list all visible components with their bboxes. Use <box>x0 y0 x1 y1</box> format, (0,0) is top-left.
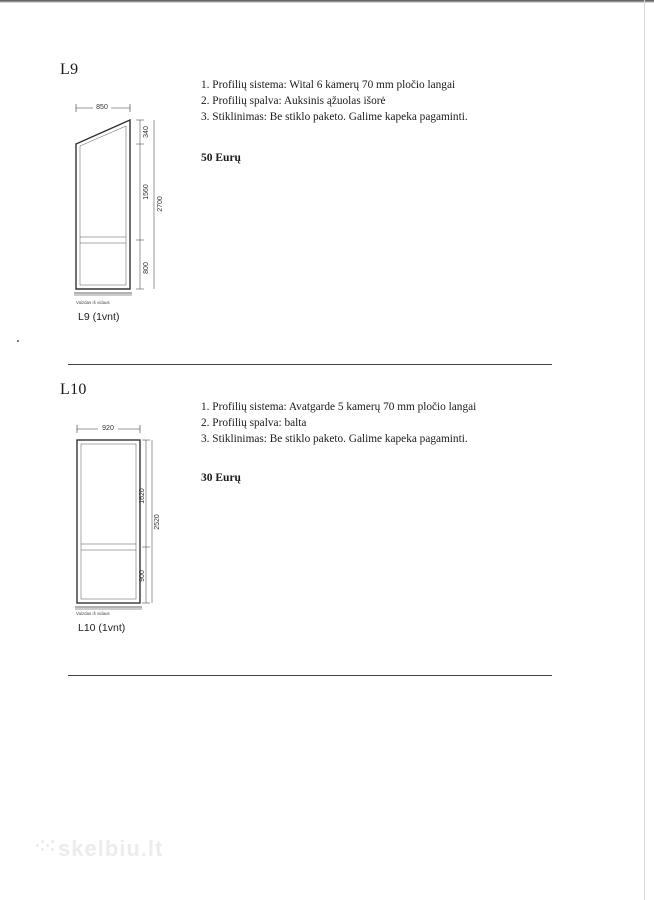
scan-top-edge <box>0 0 654 3</box>
spec-profile-color: 2. Profilių spalva: balta <box>201 417 307 429</box>
dimension-label: 1560 <box>143 184 150 200</box>
dimension-label: 340 <box>143 126 150 138</box>
window-sash <box>81 444 136 599</box>
scan-speck <box>17 340 19 342</box>
dimension-label: 800 <box>143 262 150 274</box>
section-divider <box>68 364 552 365</box>
watermark: skelbiu.lt <box>58 836 164 861</box>
drawing-caption: L9 (1vnt) <box>78 311 120 323</box>
width-dimension-label: 850 <box>96 104 108 111</box>
view-label: Vaizdas iš vidaus <box>76 300 110 305</box>
overall-dimension-label: 2700 <box>157 196 164 212</box>
price: 50 Eurų <box>201 152 241 164</box>
width-dimension-label: 920 <box>102 425 114 432</box>
spec-glazing: 3. Stiklinimas: Be stiklo paketo. Galime kapeka pagaminti. <box>201 111 468 123</box>
view-label: Vaizdas iš vidaus <box>76 611 110 616</box>
window-drawing-l10 <box>60 420 170 615</box>
scan-right-edge <box>644 0 645 900</box>
dimension-label: 900 <box>139 570 146 582</box>
window-frame <box>76 120 130 289</box>
dimension-label: 1620 <box>139 488 146 504</box>
item-code: L9 <box>60 61 79 78</box>
spec-profile-system: 1. Profilių sistema: Wital 6 kamerų 70 mm pločio langai <box>201 79 456 91</box>
window-frame <box>77 440 140 603</box>
window-drawing-l9 <box>60 96 170 306</box>
overall-dimension-label: 2520 <box>154 514 161 530</box>
spec-list <box>201 77 621 125</box>
spec-glazing: 3. Stiklinimas: Be stiklo paketo. Galime kapeka pagaminti. <box>201 433 468 445</box>
drawing-caption: L10 (1vnt) <box>78 622 126 634</box>
spec-list <box>201 399 621 447</box>
section-divider <box>68 675 552 676</box>
window-sash <box>80 126 126 285</box>
spec-profile-system: 1. Profilių sistema: Avatgarde 5 kamerų 70 mm pločio langai <box>201 401 477 413</box>
spec-profile-color: 2. Profilių spalva: Auksinis ąžuolas išorė <box>201 95 386 107</box>
price: 30 Eurų <box>201 472 241 484</box>
item-code: L10 <box>60 381 87 398</box>
